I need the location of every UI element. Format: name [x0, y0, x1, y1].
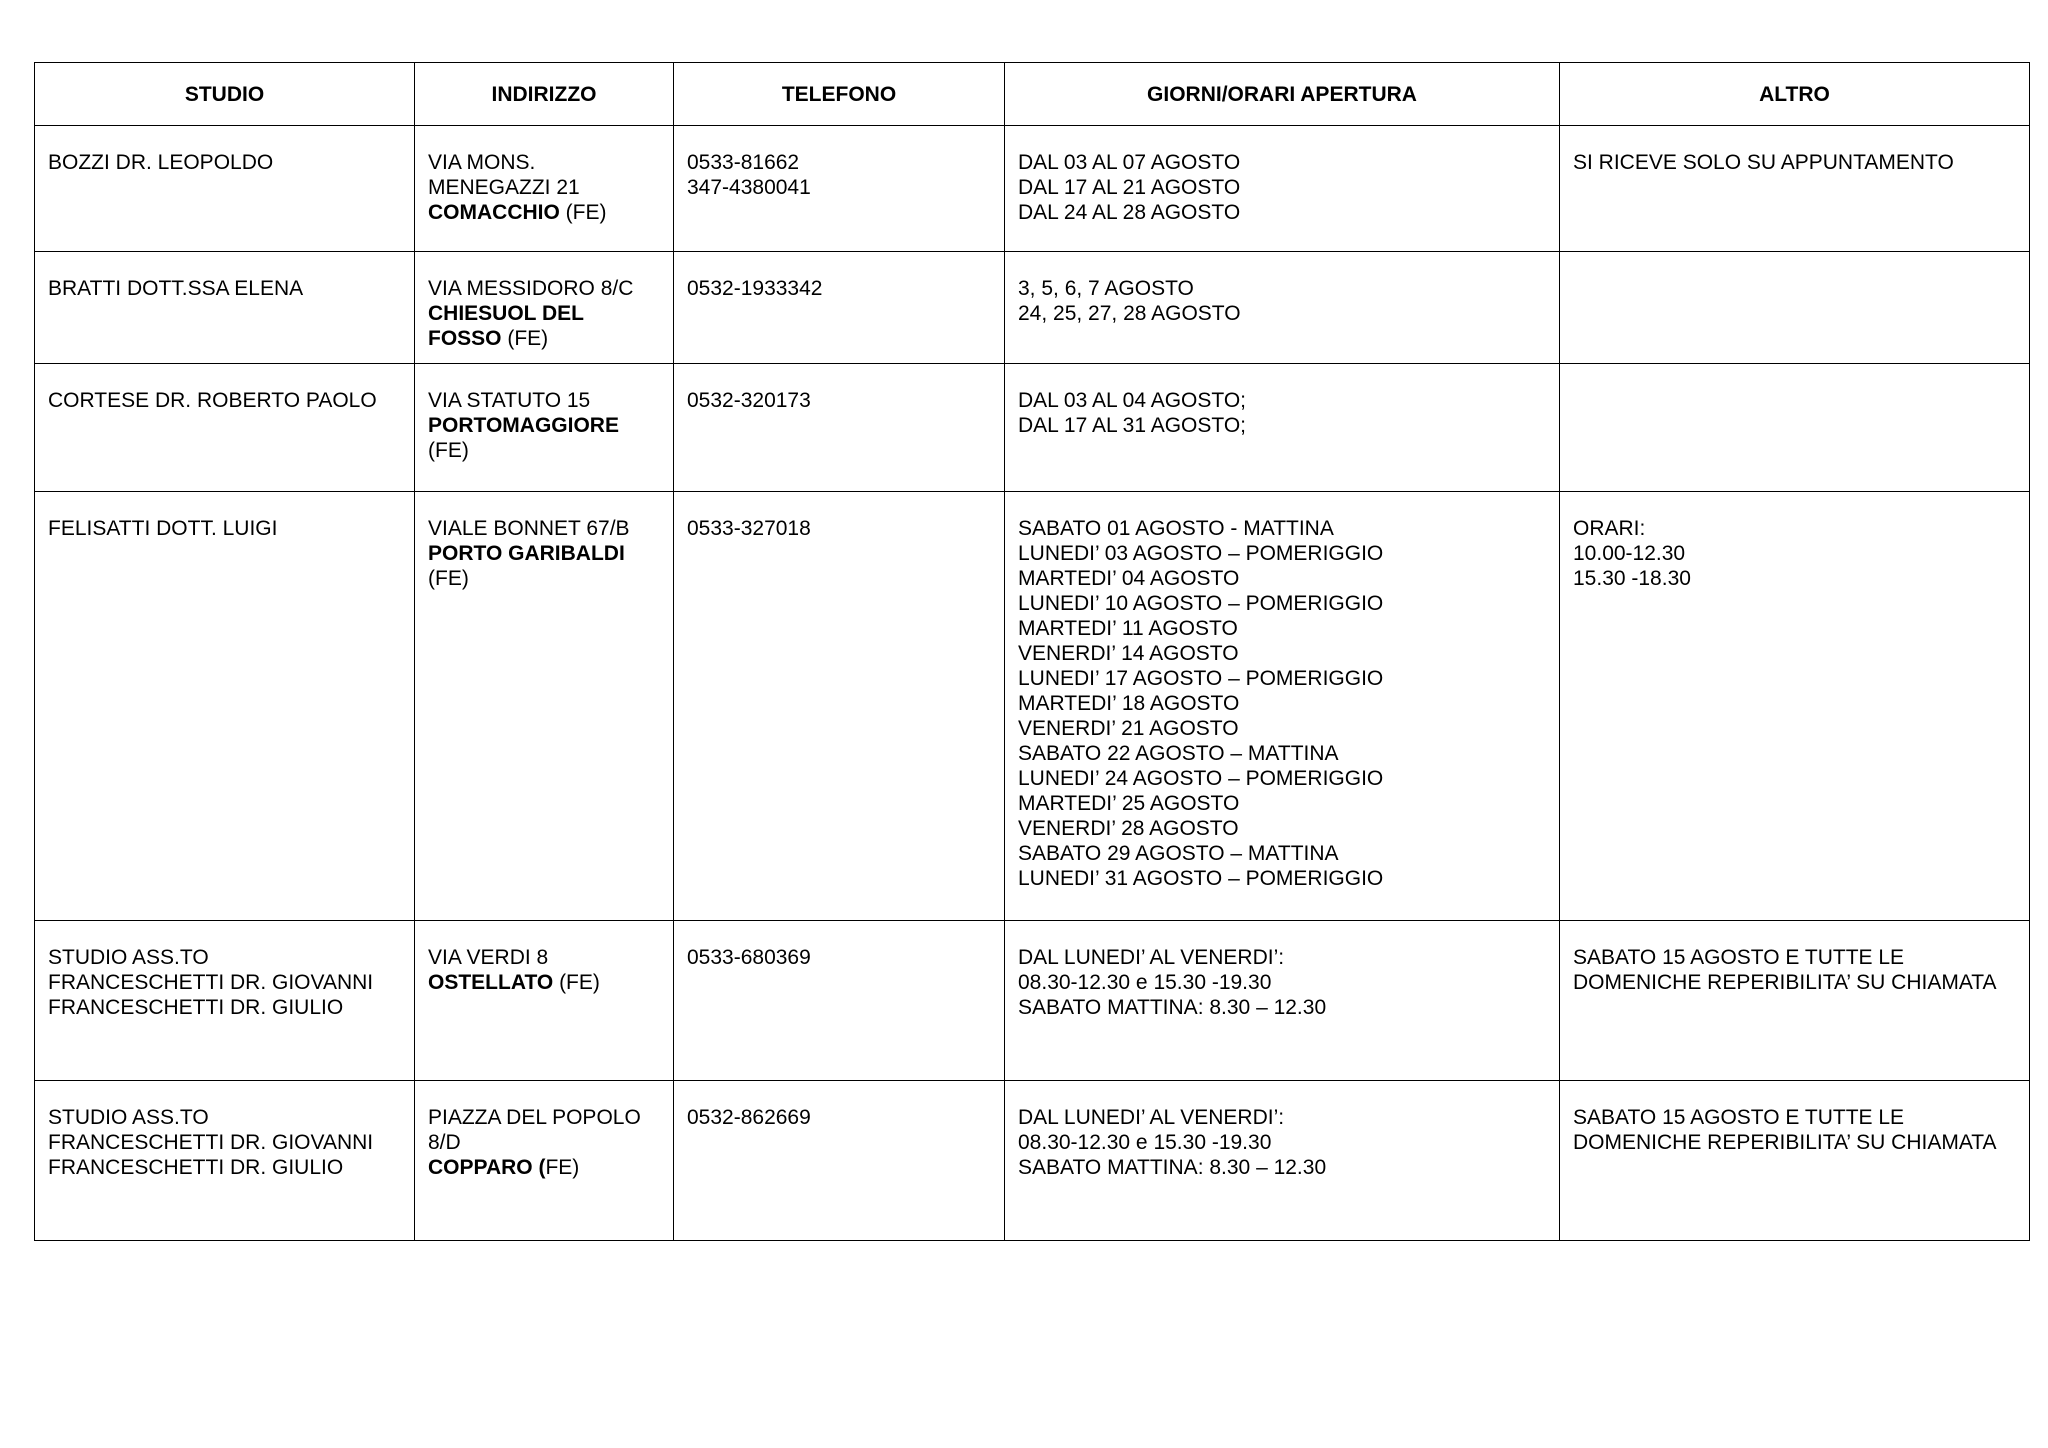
- address-province: (FE): [501, 327, 549, 350]
- phone-cell: 0533-327018: [674, 492, 1005, 921]
- table-row: [35, 252, 2030, 364]
- phone-cell: 0533-81662 347-4380041: [674, 126, 1005, 252]
- header-studio: STUDIO: [35, 63, 415, 126]
- studio-cell: STUDIO ASS.TO FRANCESCHETTI DR. GIOVANNI FRANCESCHETTI DR. GIULIO: [35, 1081, 415, 1241]
- notes-cell: [1560, 252, 2030, 364]
- address-city: OSTELLATO: [428, 971, 554, 994]
- address-province: (FE): [559, 201, 607, 224]
- notes-cell: SI RICEVE SOLO SU APPUNTAMENTO: [1560, 126, 2030, 252]
- address-street: VIA STATUTO 15: [428, 389, 591, 412]
- header-row: [35, 63, 2030, 126]
- address-city: PORTOMAGGIORE: [428, 414, 619, 437]
- address-street: VIALE BONNET 67/B: [428, 517, 630, 540]
- header-telefono: TELEFONO: [674, 63, 1005, 126]
- header-giorni-orari: GIORNI/ORARI APERTURA: [1005, 63, 1560, 126]
- notes-cell: SABATO 15 AGOSTO E TUTTE LE DOMENICHE REPERIBILITA’ SU CHIAMATA: [1560, 921, 2030, 1081]
- address-province: (FE): [553, 971, 600, 994]
- address-cell: [415, 126, 674, 252]
- header-altro: ALTRO: [1560, 63, 2030, 126]
- address-city: PORTO GARIBALDI: [428, 542, 625, 565]
- phone-cell: 0532-320173: [674, 364, 1005, 492]
- notes-cell: ORARI: 10.00-12.30 15.30 -18.30: [1560, 492, 2030, 921]
- schedule-table: [34, 62, 2030, 1241]
- studio-cell: BRATTI DOTT.SSA ELENA: [35, 252, 415, 364]
- address-province: (FE): [428, 439, 469, 462]
- address-cell: [415, 364, 674, 492]
- address-city: COPPARO (: [428, 1156, 546, 1179]
- table-header: [35, 63, 2030, 126]
- phone-cell: 0532-1933342: [674, 252, 1005, 364]
- header-indirizzo: INDIRIZZO: [415, 63, 674, 126]
- hours-cell: SABATO 01 AGOSTO - MATTINA LUNEDI’ 03 AGOSTO – POMERIGGIO MARTEDI’ 04 AGOSTO LUNEDI’ 10 AGOSTO – POMERIGGIO MARTEDI’ 11 AGOSTO VENERDI’ 14 AGOSTO LUNEDI’ 17 AGOSTO – POMERIGGIO MARTEDI’ 18 AGOSTO VENERDI’ 21 AGOSTO SABATO 22 AGOSTO – MATTINA LUNEDI’ 24 AGOSTO – POMERIGGIO MARTEDI’ 25 AGOSTO VENERDI’ 28 AGOSTO SABATO 29 AGOSTO – MATTINA LUNEDI’ 31 AGOSTO – POMERIGGIO: [1005, 492, 1560, 921]
- address-street: VIA VERDI 8: [428, 946, 549, 969]
- address-cell: [415, 1081, 674, 1241]
- hours-cell: 3, 5, 6, 7 AGOSTO 24, 25, 27, 28 AGOSTO: [1005, 252, 1560, 364]
- table-row: [35, 126, 2030, 252]
- table-row: [35, 1081, 2030, 1241]
- hours-cell: DAL 03 AL 07 AGOSTO DAL 17 AL 21 AGOSTO DAL 24 AL 28 AGOSTO: [1005, 126, 1560, 252]
- address-street: PIAZZA DEL POPOLO 8/D: [428, 1106, 641, 1154]
- table-row: [35, 364, 2030, 492]
- address-cell: [415, 252, 674, 364]
- address-city: COMACCHIO: [428, 201, 560, 224]
- address-province: (FE): [428, 567, 469, 590]
- address-cell: [415, 492, 674, 921]
- hours-cell: DAL LUNEDI’ AL VENERDI’: 08.30-12.30 e 15.30 -19.30 SABATO MATTINA: 8.30 – 12.30: [1005, 1081, 1560, 1241]
- address-street: VIA MONS. MENEGAZZI 21: [428, 151, 580, 199]
- studio-cell: CORTESE DR. ROBERTO PAOLO: [35, 364, 415, 492]
- address-province: FE): [545, 1156, 580, 1179]
- hours-cell: DAL LUNEDI’ AL VENERDI’: 08.30-12.30 e 15.30 -19.30 SABATO MATTINA: 8.30 – 12.30: [1005, 921, 1560, 1081]
- table-row: [35, 492, 2030, 921]
- studio-cell: STUDIO ASS.TO FRANCESCHETTI DR. GIOVANNI FRANCESCHETTI DR. GIULIO: [35, 921, 415, 1081]
- notes-cell: [1560, 364, 2030, 492]
- address-street: VIA MESSIDORO 8/C: [428, 277, 634, 300]
- table-row: [35, 921, 2030, 1081]
- phone-cell: 0532-862669: [674, 1081, 1005, 1241]
- phone-cell: 0533-680369: [674, 921, 1005, 1081]
- address-cell: [415, 921, 674, 1081]
- studio-cell: FELISATTI DOTT. LUIGI: [35, 492, 415, 921]
- address-city: CHIESUOL DEL FOSSO: [428, 302, 584, 350]
- hours-cell: DAL 03 AL 04 AGOSTO; DAL 17 AL 31 AGOSTO;: [1005, 364, 1560, 492]
- notes-cell: SABATO 15 AGOSTO E TUTTE LE DOMENICHE REPERIBILITA’ SU CHIAMATA: [1560, 1081, 2030, 1241]
- studio-cell: BOZZI DR. LEOPOLDO: [35, 126, 415, 252]
